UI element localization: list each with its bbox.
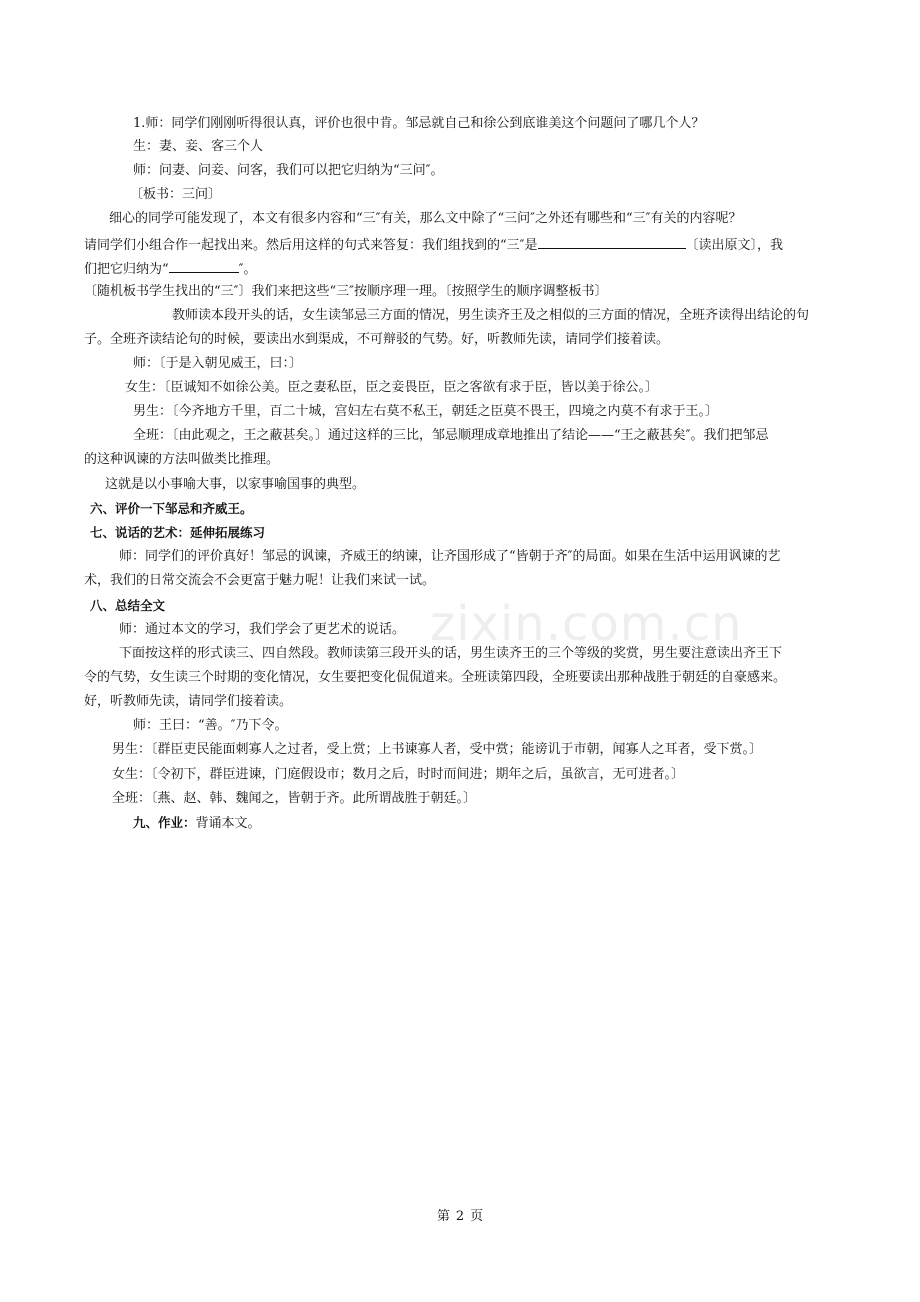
section-heading: 八、总结全文 xyxy=(90,598,166,613)
paragraph-text: 们把它归纳为“ xyxy=(84,262,169,277)
paragraph-line: 师：王曰：“善。″乃下令。 xyxy=(133,718,288,733)
section-heading: 七、说话的艺术：延伸拓展练习 xyxy=(90,525,266,540)
paragraph-line: 全班：〔由此观之，王之蔽甚矣。〕通过这样的三比，邹忌顺理成章地推出了结论——“王之蔽甚矣″。我们把邹忌 xyxy=(133,428,769,443)
paragraph-line: 男生：〔群臣吏民能面刺寡人之过者，受上赏；上书谏寡人者，受中赏；能谤讥于市朝，闻寡人之耳者，受下赏。〕 xyxy=(112,742,763,757)
paragraph-line: 〔随机板书学生找出的“三″〕我们来把这些“三″按顺序理一理。〔按照学生的顺序调整板书〕 xyxy=(84,284,608,299)
paragraph-line: 的这种讽谏的方法叫做类比推理。 xyxy=(84,452,280,467)
paragraph-line: 这就是以小事喻大事，以家事喻国事的典型。 xyxy=(105,477,366,492)
paragraph-line: 教师读本段开头的话，女生读邹忌三方面的情况，男生读齐王及之相似的三方面的情况，全班齐读得出结论的句 xyxy=(172,308,810,323)
paragraph-line: 〔板书：三问〕 xyxy=(130,187,222,202)
paragraph-line: 好，听教师先读，请同学们接着读。 xyxy=(84,694,293,709)
paragraph-line: 全班：〔燕、赵、韩、魏闻之，皆朝于齐。此所谓战胜于朝廷。〕 xyxy=(112,791,477,806)
watermark: zixin.com.cn xyxy=(430,596,743,652)
paragraph-text: 请同学们小组合作一起找出来。然后用这样的句式来答复：我们组找到的“三″是 xyxy=(84,238,538,253)
paragraph-line: 术，我们的日常交流会不会更富于魅力呢！让我们来试一试。 xyxy=(84,573,436,588)
paragraph-line: 细心的同学可能发现了，本文有很多内容和“三″有关，那么文中除了“三问″之外还有哪些和“三″有关的内容呢？ xyxy=(109,211,742,226)
homework-line xyxy=(133,813,261,834)
paragraph-line: 师：〔于是入朝见威王，曰：〕 xyxy=(133,356,303,371)
paragraph-line: 师：通过本文的学习，我们学会了更艺术的说话。 xyxy=(119,622,406,637)
paragraph-line: 女生：〔臣诚知不如徐公美。臣之妻私臣，臣之妾畏臣，臣之客欲有求于臣，皆以美于徐公。〕 xyxy=(125,380,659,395)
section-heading: 六、评价一下邹忌和齐威王。 xyxy=(90,501,253,516)
section-heading: 九、作业： xyxy=(133,815,196,830)
paragraph-line: 男生：〔今齐地方千里，百二十城，宫妇左右莫不私王，朝廷之臣莫不畏王，四境之内莫不有求于王。〕 xyxy=(133,404,719,419)
paragraph-line: 生：妻、妾、客三个人 xyxy=(133,139,264,154)
page-footer xyxy=(0,1207,920,1227)
page-number: 2 xyxy=(455,1209,465,1224)
paragraph-text: 背诵本文。 xyxy=(195,816,261,831)
paragraph-line: 令的气势，女生读三个时期的变化情况，女生要把变化侃侃道来。全班读第四段，全班要读出那种战胜于朝廷的自豪感来。 xyxy=(84,670,787,685)
paragraph-line: 女生：〔令初下，群臣进谏，门庭假设市；数月之后，时时而间进；期年之后，虽欲言，无可进者。〕 xyxy=(112,767,685,782)
paragraph-line: 下面按这样的形式读三、四自然段。教师读第三段开头的话，男生读齐王的三个等级的奖赏，男生要注意读出齐王下 xyxy=(119,646,783,661)
footer-prefix: 第 xyxy=(436,1209,450,1224)
paragraph-text: ″。 xyxy=(238,262,257,277)
paragraph-text: 〔读出原文〕，我 xyxy=(685,238,784,253)
answer-blank xyxy=(169,258,239,273)
paragraph-line: 1.师：同学们刚刚听得很认真，评价也很中肯。邹忌就自己和徐公到底谁美这个问题问了哪几个人？ xyxy=(133,116,705,131)
paragraph-line-with-blank xyxy=(84,258,257,280)
paragraph-line-with-blank xyxy=(84,234,783,256)
answer-blank xyxy=(538,234,686,249)
footer-suffix: 页 xyxy=(470,1209,484,1224)
paragraph-line: 子。全班齐读结论句的时候，要读出水到渠成，不可辩驳的气势。好，听教师先读，请同学们接着读。 xyxy=(84,332,670,347)
paragraph-line: 师：同学们的评价真好！邹忌的讽谏，齐威王的纳谏，让齐国形成了“皆朝于齐″的局面。如果在生活中运用讽谏的艺 xyxy=(119,549,781,564)
paragraph-line: 师：问妻、问妾、问客，我们可以把它归纳为“三问″。 xyxy=(133,163,444,178)
